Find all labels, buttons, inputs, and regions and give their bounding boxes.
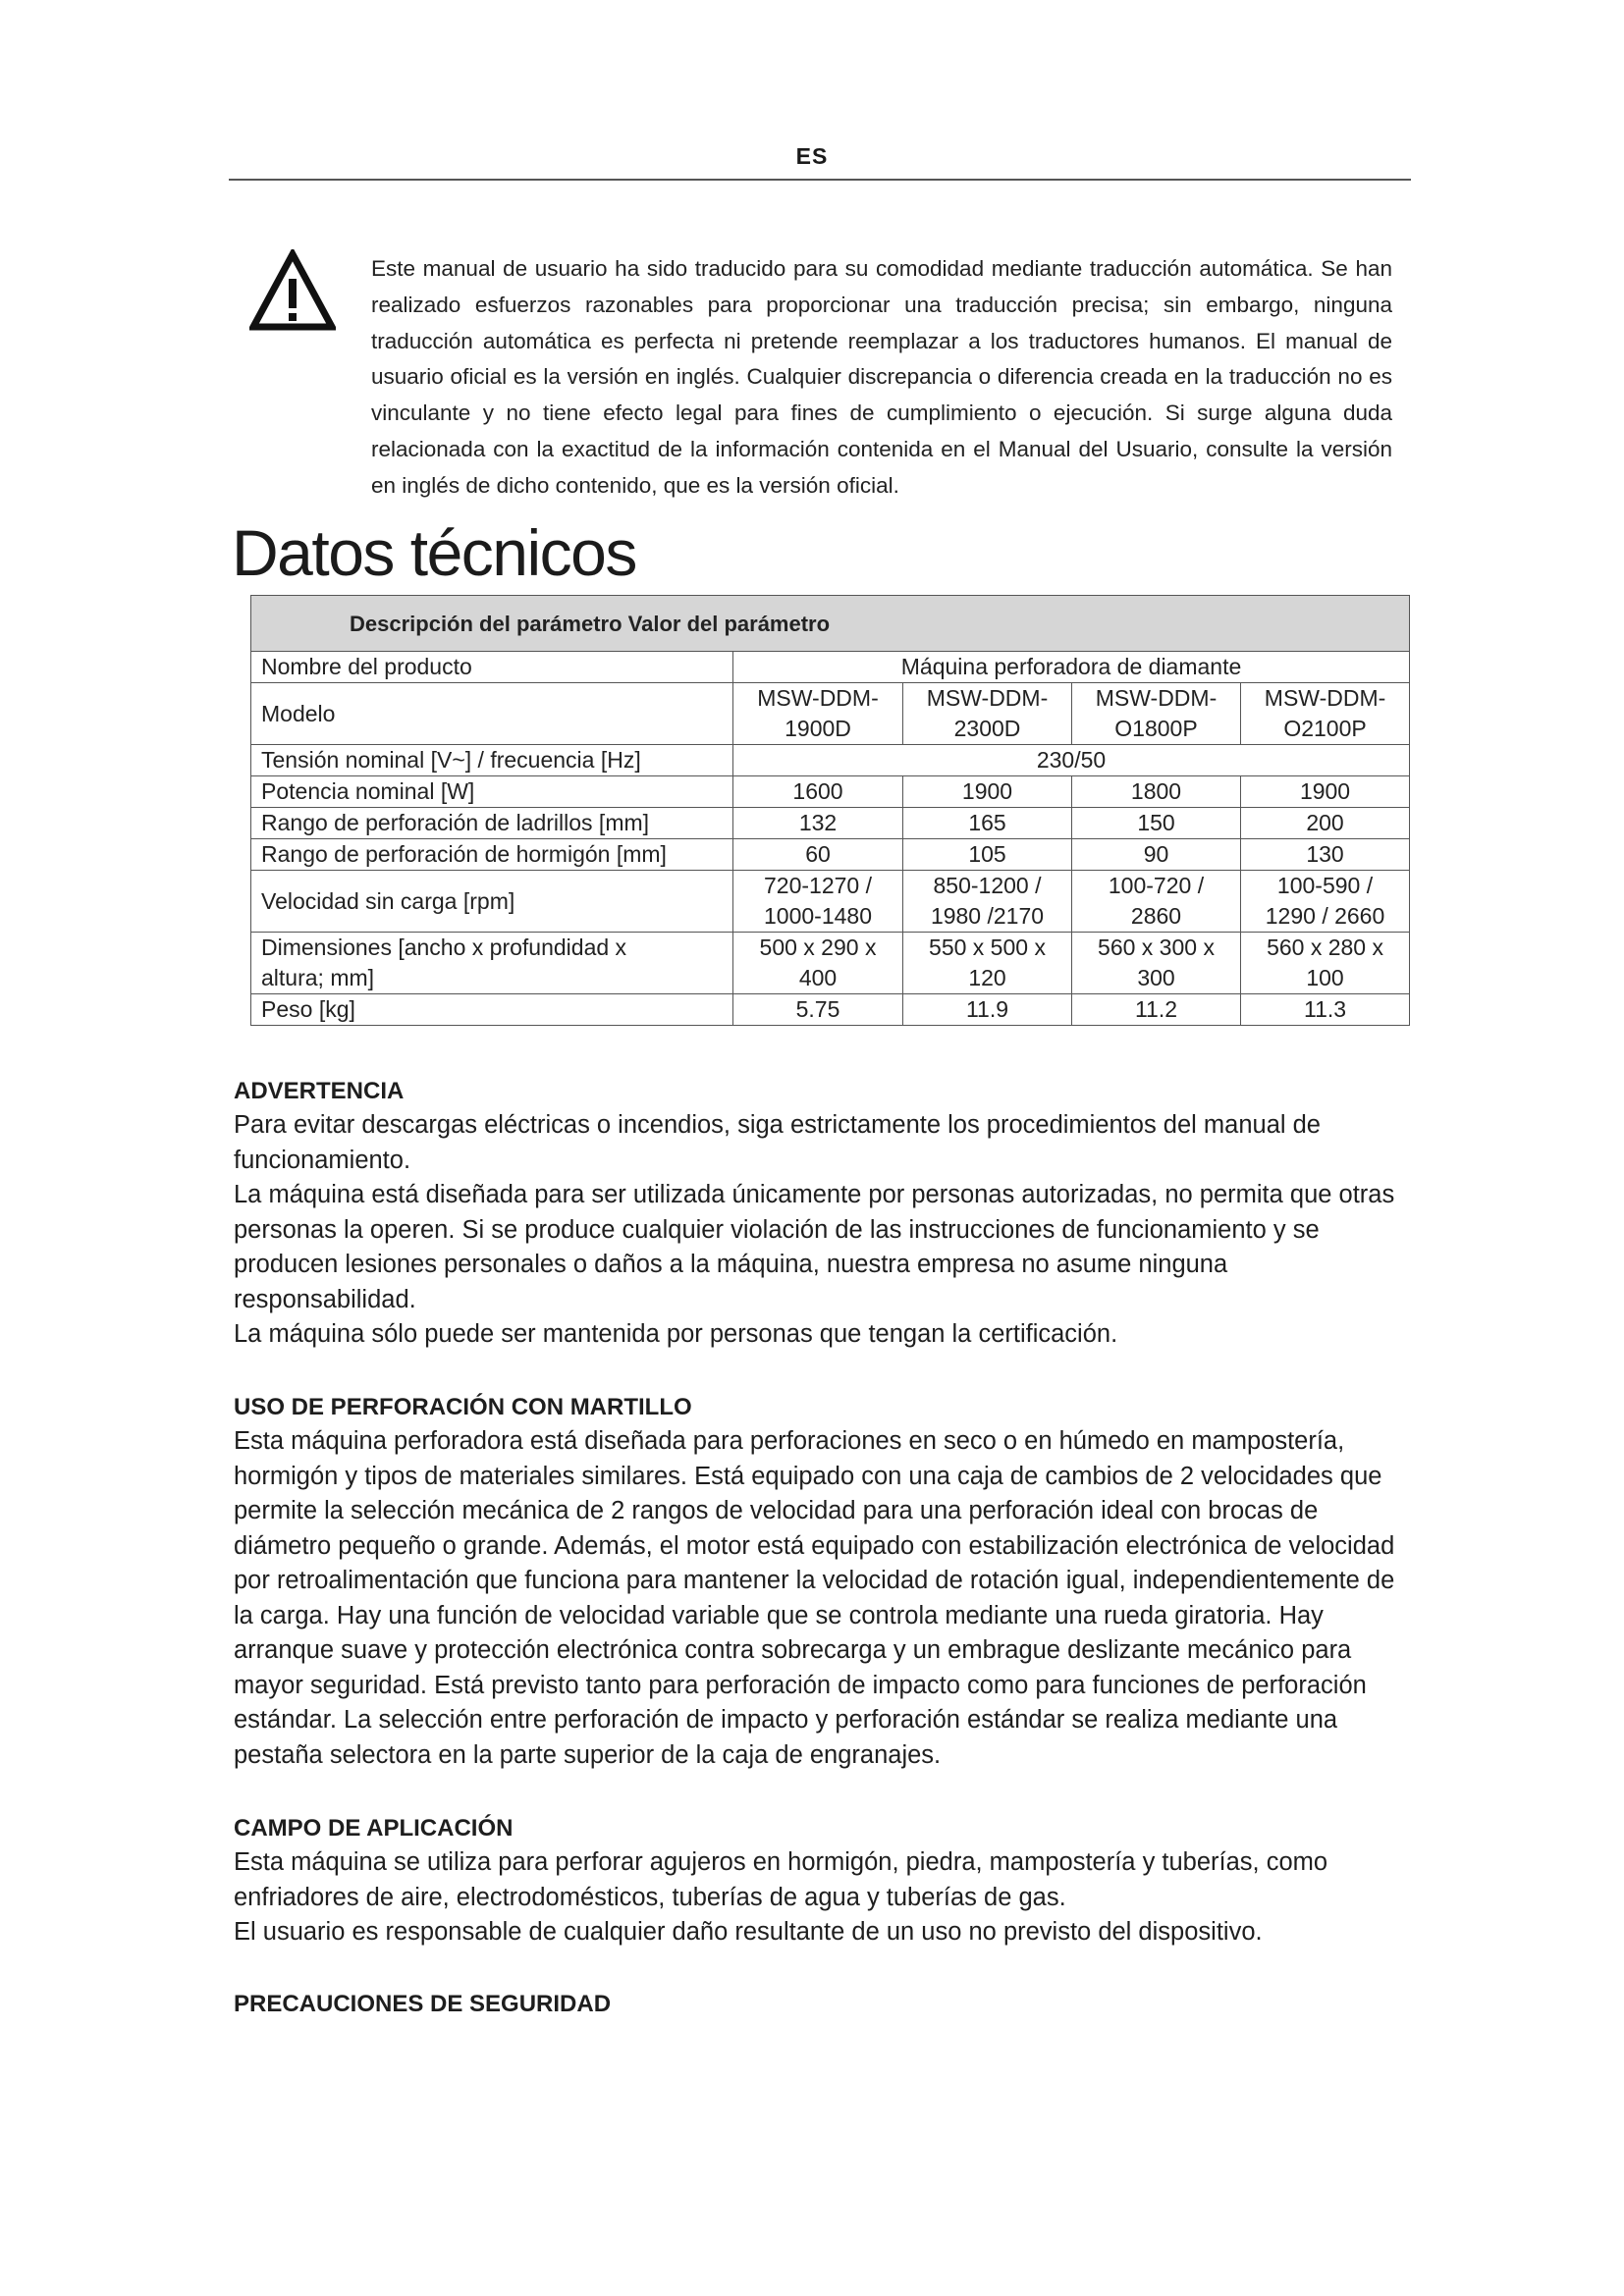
table-cell: 90 <box>1072 839 1241 871</box>
table-cell: 150 <box>1072 808 1241 839</box>
table-row <box>251 652 1410 683</box>
table-row <box>251 871 1410 933</box>
table-row <box>251 776 1410 808</box>
table-cell: 1900 <box>1241 776 1410 808</box>
warning-section <box>234 1074 1402 1353</box>
table-cell: 165 <box>903 808 1072 839</box>
row-label: Peso [kg] <box>251 994 733 1026</box>
table-cell: 5.75 <box>733 994 903 1026</box>
table-row <box>251 933 1410 994</box>
table-cell: 130 <box>1241 839 1410 871</box>
table-cell: 1600 <box>733 776 903 808</box>
row-label: Dimensiones [ancho x profundidad x altura; mm] <box>251 933 733 994</box>
table-cell: 500 x 290 x 400 <box>733 933 903 994</box>
technical-data-table <box>250 595 1410 1026</box>
paragraph: Para evitar descargas eléctricas o incendios, siga estrictamente los procedimientos del manual de funcionamiento. <box>234 1111 1321 1174</box>
table-row <box>251 683 1410 745</box>
table-cell: 100-720 / 2860 <box>1072 871 1241 933</box>
model-cell: MSW-DDM- 2300D <box>903 683 1072 745</box>
row-label: Velocidad sin carga [rpm] <box>251 871 733 933</box>
table-cell: 60 <box>733 839 903 871</box>
scope-section <box>234 1811 1402 1950</box>
translation-notice: Este manual de usuario ha sido traducido para su comodidad mediante traducción automática. Se han realizado esfuerzos razonables para proporcionar una traducción precisa; sin embargo, ninguna traducción automática es perfecta ni pretende reemplazar a los traductores humanos. El manual de usuario oficial es la versión en inglés. Cualquier discrepancia o diferencia creada en la traducción no es vinculante y no tiene efecto legal para fines de cumplimiento o ejecución. Si surge alguna duda relacionada con la exactitud de la información contenida en el Manual del Usuario, consulte la versión en inglés de dicho contenido, que es la versión oficial. <box>371 256 1392 498</box>
paragraph: La máquina está diseñada para ser utilizada únicamente por personas autorizadas, no permita que otras personas la operen. Si se produce cualquier violación de las instrucciones de funcionamiento y se producen lesiones personales o daños a la máquina, nuestra empresa no asume ninguna responsabilidad. <box>234 1181 1395 1313</box>
table-cell: 1900 <box>903 776 1072 808</box>
table-cell: 720-1270 / 1000-1480 <box>733 871 903 933</box>
table-cell: 200 <box>1241 808 1410 839</box>
table-cell: 132 <box>733 808 903 839</box>
hammer-drilling-section <box>234 1390 1402 1773</box>
paragraph: La máquina sólo puede ser mantenida por personas que tengan la certificación. <box>234 1320 1118 1348</box>
row-label: Nombre del producto <box>251 652 733 683</box>
safety-section <box>234 1987 1402 2021</box>
row-value: 230/50 <box>733 745 1410 776</box>
row-label: Rango de perforación de ladrillos [mm] <box>251 808 733 839</box>
table-cell: 11.9 <box>903 994 1072 1026</box>
paragraph: Esta máquina perforadora está diseñada para perforaciones en seco o en húmedo en mampostería, hormigón y tipos de materiales similares. Está equipado con una caja de cambios de 2 velocidades que permite la selección mecánica de 2 rangos de velocidad para una perforación ideal con brocas de diámetro pequeño o grande. Además, el motor está equipado con estabilización electrónica de velocidad por retroalimentación que funciona para mantener la velocidad de rotación igual, independientemente de la carga. Hay una función de velocidad variable que se controla mediante una rueda giratoria. Hay arranque suave y protección electrónica contra sobrecarga y un embrague deslizante mecánico para mayor seguridad. Está previsto tanto para perforación de impacto como para funciones de perforación estándar. La selección entre perforación de impacto y perforación estándar se realiza mediante una pestaña selectora en la parte superior de la caja de engranajes. <box>234 1427 1395 1769</box>
header-divider <box>229 179 1411 181</box>
model-cell: MSW-DDM- O2100P <box>1241 683 1410 745</box>
page-title: Datos técnicos <box>232 516 636 589</box>
paragraph: Esta máquina se utiliza para perforar agujeros en hormigón, piedra, mampostería y tuberías, como enfriadores de aire, electrodomésticos, tuberías de agua y tuberías de gas. <box>234 1848 1328 1911</box>
table-row <box>251 994 1410 1026</box>
table-cell: 850-1200 / 1980 /2170 <box>903 871 1072 933</box>
table-cell: 11.2 <box>1072 994 1241 1026</box>
table-cell: 560 x 280 x 100 <box>1241 933 1410 994</box>
table-cell: 1800 <box>1072 776 1241 808</box>
row-label: Modelo <box>251 683 733 745</box>
row-label: Potencia nominal [W] <box>251 776 733 808</box>
paragraph: El usuario es responsable de cualquier daño resultante de un uso no previsto del dispositivo. <box>234 1918 1263 1946</box>
language-code: ES <box>795 143 829 169</box>
table-cell: 560 x 300 x 300 <box>1072 933 1241 994</box>
table-cell: 11.3 <box>1241 994 1410 1026</box>
table-header: Descripción del parámetro Valor del parámetro <box>251 596 1410 652</box>
section-heading: ADVERTENCIA <box>234 1078 405 1104</box>
table-cell: 550 x 500 x 120 <box>903 933 1072 994</box>
section-heading: CAMPO DE APLICACIÓN <box>234 1815 514 1842</box>
row-label: Tensión nominal [V~] / frecuencia [Hz] <box>251 745 733 776</box>
table-cell: 105 <box>903 839 1072 871</box>
row-label: Rango de perforación de hormigón [mm] <box>251 839 733 871</box>
table-header-row <box>251 596 1410 652</box>
model-cell: MSW-DDM- 1900D <box>733 683 903 745</box>
section-heading: PRECAUCIONES DE SEGURIDAD <box>234 1991 612 2017</box>
table-row <box>251 839 1410 871</box>
row-value: Máquina perforadora de diamante <box>733 652 1410 683</box>
model-cell: MSW-DDM- O1800P <box>1072 683 1241 745</box>
table-row <box>251 745 1410 776</box>
table-row <box>251 808 1410 839</box>
table-cell: 100-590 / 1290 / 2660 <box>1241 871 1410 933</box>
section-heading: USO DE PERFORACIÓN CON MARTILLO <box>234 1394 692 1420</box>
warning-triangle-icon <box>249 249 336 332</box>
